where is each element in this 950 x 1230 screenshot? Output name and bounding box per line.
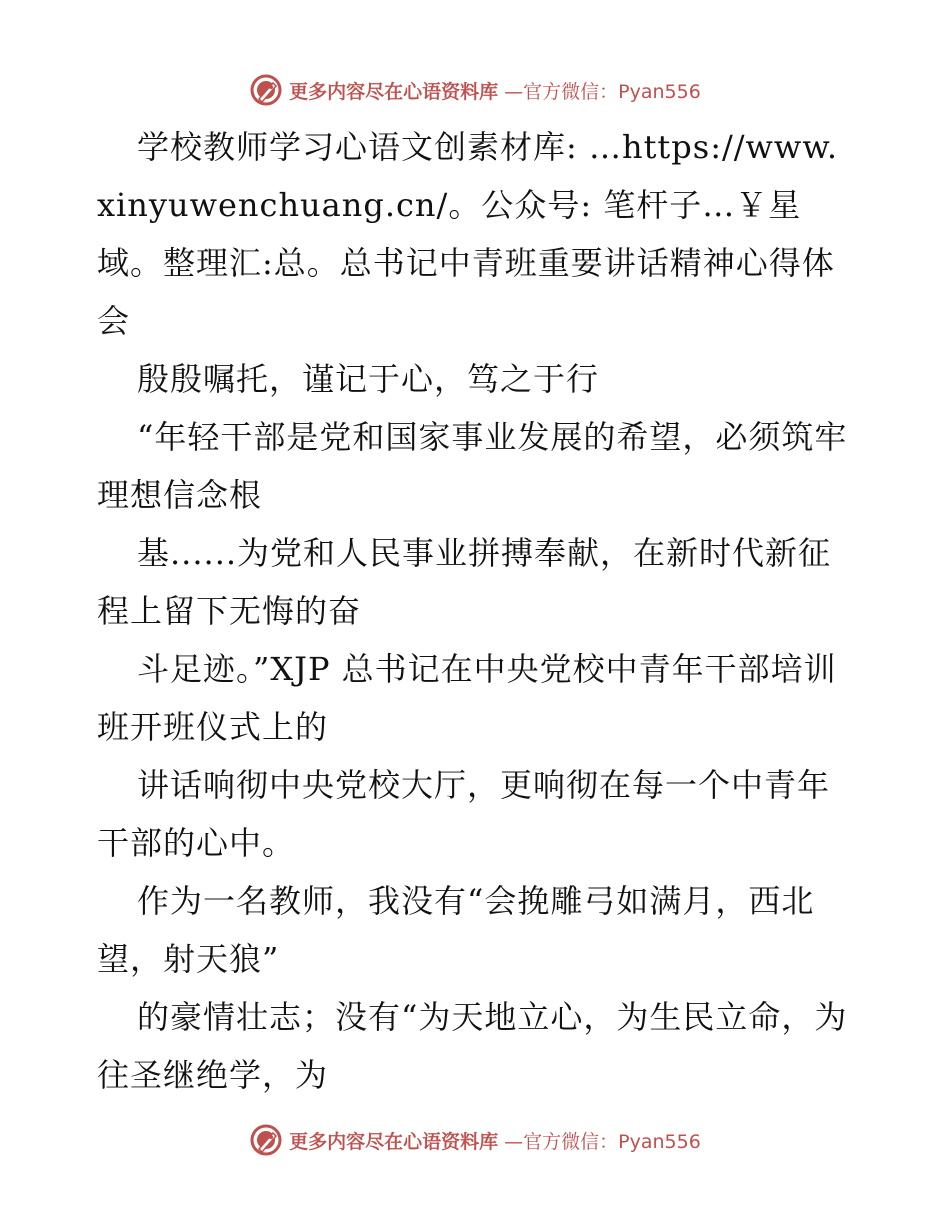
watermark-suffix: —官方微信：Pyan556 — [504, 80, 701, 103]
paragraph: “年轻干部是党和国家事业发展的希望，必须筑牢理想信念根 — [97, 418, 848, 514]
pen-nib-logo-icon — [249, 73, 283, 107]
pen-nib-logo-icon — [249, 1123, 283, 1157]
watermark-suffix: —官方微信：Pyan556 — [504, 1130, 701, 1153]
paragraph: 学校教师学习心语文创素材库: …https://www.xinyuwenchuang.cn/。公众号: 笔杆子…￥星域。整理汇:总。总书记中青班重要讲话精神心得体会 — [97, 128, 839, 340]
document-body — [97, 118, 857, 1104]
paragraph: 基......为党和人民事业拼搏奉献，在新时代新征程上留下无悔的奋 — [97, 534, 832, 630]
paragraph: 殷殷嘱托，谨记于心，笃之于行 — [137, 360, 600, 398]
paragraph: 作为一名教师，我没有“会挽雕弓如满月，西北望，射天狼” — [97, 882, 815, 978]
paragraph: 斗足迹。”XJP 总书记在中央党校中青年干部培训班开班仪式上的 — [97, 650, 837, 746]
watermark-footer — [0, 1120, 950, 1160]
watermark-header — [0, 70, 950, 110]
paragraph: 的豪情壮志；没有“为天地立心，为生民立命，为往圣继绝学，为 — [97, 998, 848, 1094]
watermark-prefix: 更多内容尽在心语资料库 — [289, 1130, 499, 1153]
watermark-prefix: 更多内容尽在心语资料库 — [289, 80, 499, 103]
paragraph: 讲话响彻中央党校大厅，更响彻在每一个中青年干部的心中。 — [97, 766, 831, 862]
